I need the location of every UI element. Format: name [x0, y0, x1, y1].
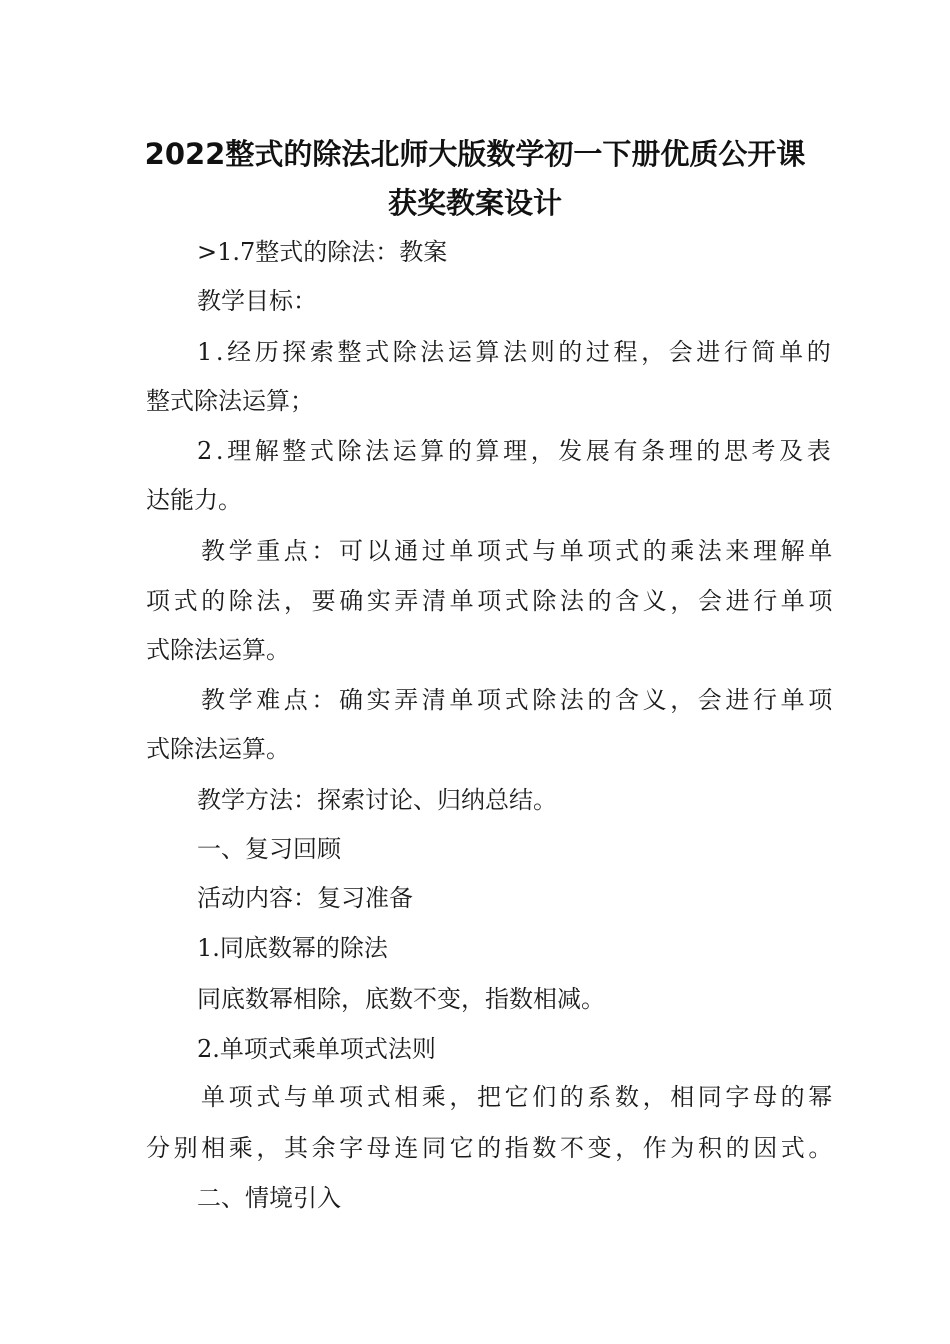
document-title-line-2: 获奖教案设计	[387, 186, 562, 220]
key-point-line-3: 式除法运算。	[146, 636, 290, 664]
section-objectives-label: 教学目标：	[197, 287, 317, 315]
activity-content: 活动内容：复习准备	[197, 884, 413, 912]
review-item-2-rule-line-1: 单项式与单项式相乘，把它们的系数，相同字母的幂	[201, 1083, 836, 1111]
section-review-heading: 一、复习回顾	[197, 835, 341, 863]
objective-2-line-1: 2.理解整式除法运算的算理，发展有条理的思考及表	[197, 437, 835, 465]
lesson-heading: >1.7整式的除法：教案	[197, 238, 448, 266]
section-scenario-heading: 二、情境引入	[197, 1184, 341, 1212]
objective-1-line-1: 1.经历探索整式除法运算法则的过程，会进行简单的	[197, 338, 835, 366]
review-item-2-title: 2.单项式乘单项式法则	[197, 1035, 436, 1063]
review-item-2-rule-line-2: 分别相乘，其余字母连同它的指数不变，作为积的因式。	[146, 1134, 836, 1162]
objective-2-line-2: 达能力。	[146, 486, 242, 514]
teaching-method: 教学方法：探索讨论、归纳总结。	[197, 786, 557, 814]
objective-1-line-2: 整式除法运算；	[146, 387, 314, 415]
review-item-1-title: 1.同底数幂的除法	[197, 934, 388, 962]
key-point-line-2: 项式的除法，要确实弄清单项式除法的含义，会进行单项	[146, 587, 836, 615]
difficulty-line-1: 教学难点：确实弄清单项式除法的含义，会进行单项	[201, 686, 836, 714]
review-item-1-rule: 同底数幂相除，底数不变，指数相减。	[197, 985, 605, 1013]
difficulty-line-2: 式除法运算。	[146, 735, 290, 763]
key-point-line-1: 教学重点：可以通过单项式与单项式的乘法来理解单	[201, 537, 836, 565]
document-title-line-1: 2022整式的除法北师大版数学初一下册优质公开课	[144, 137, 806, 171]
